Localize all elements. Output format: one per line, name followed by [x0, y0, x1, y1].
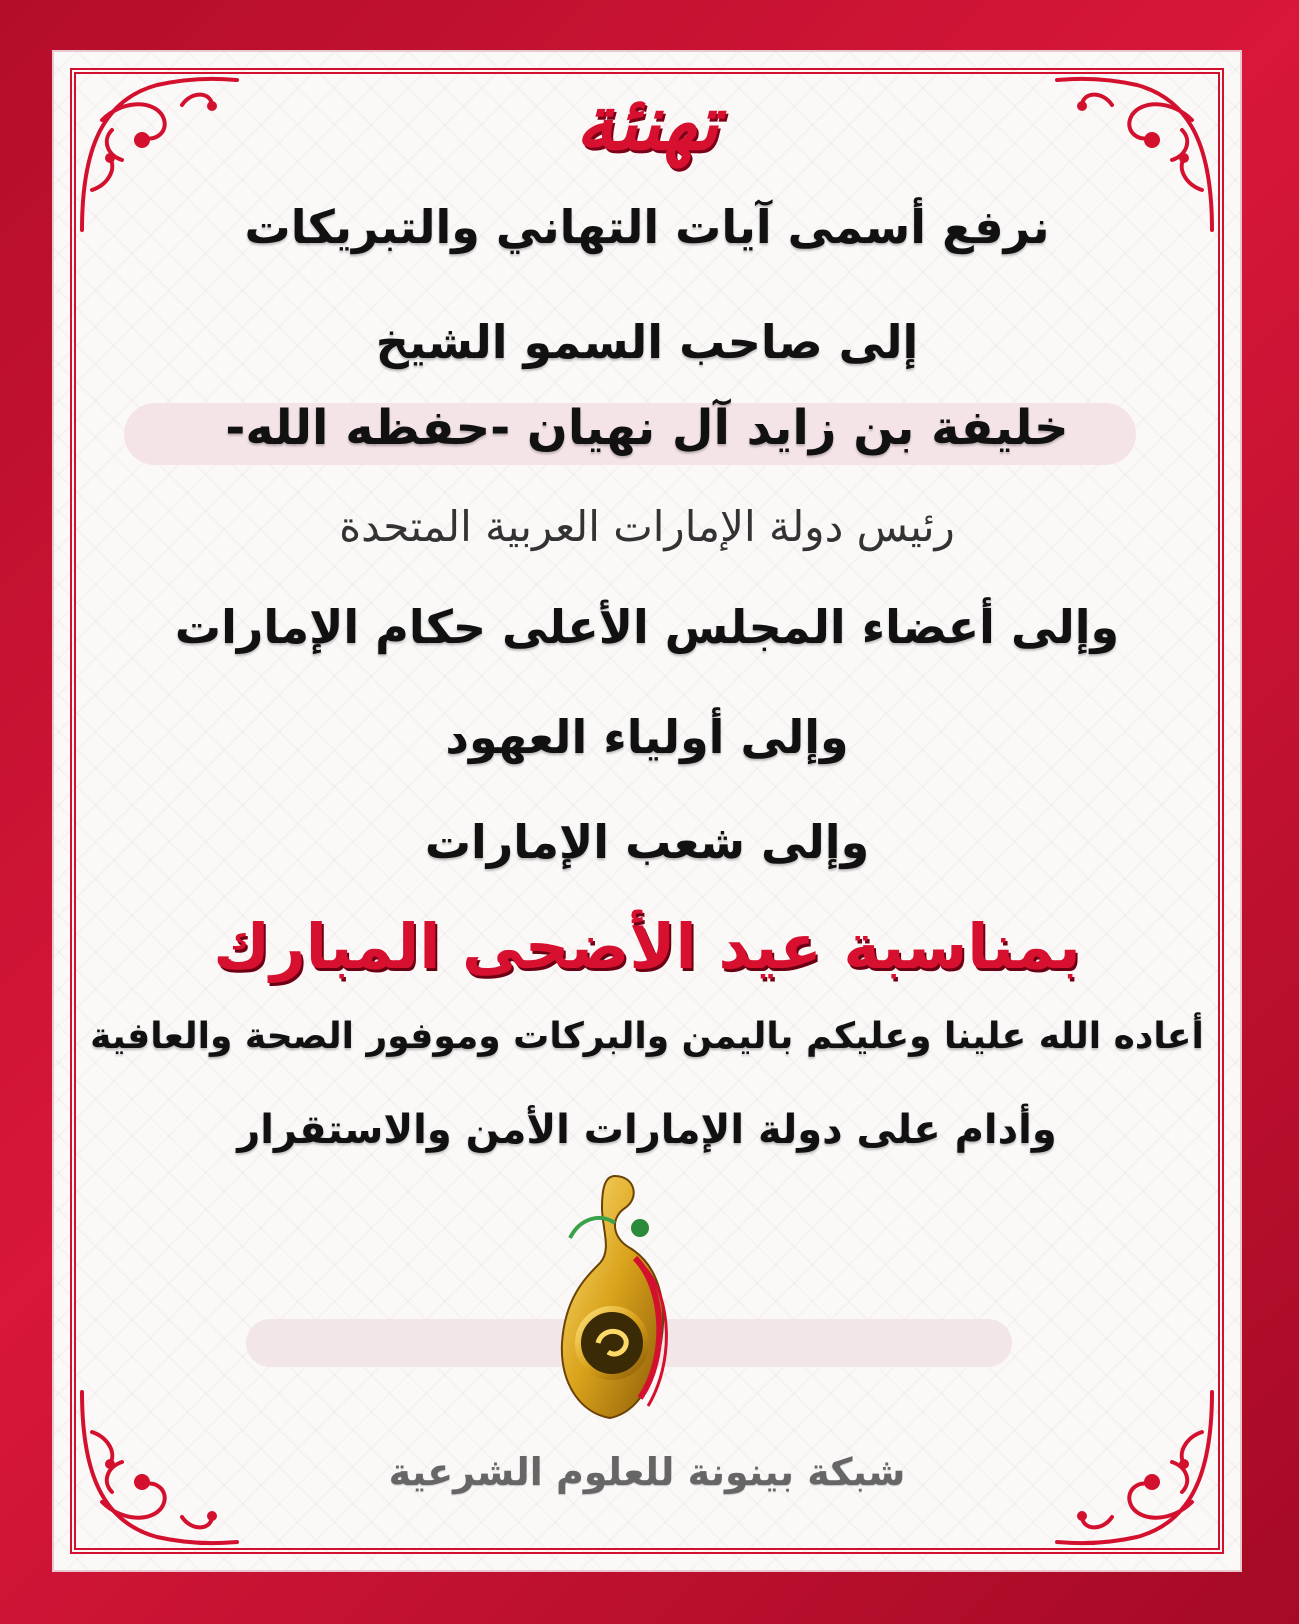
card-title: تهنئة — [575, 78, 719, 167]
occasion-heading: بمناسبة عيد الأضحى المبارك — [213, 910, 1081, 983]
greeting-line-2: إلى صاحب السمو الشيخ — [375, 315, 919, 369]
greeting-line-5: وإلى أعضاء المجلس الأعلى حكام الإمارات — [174, 600, 1120, 654]
logo-icon — [540, 1168, 690, 1428]
wish-line-1: أعاده الله علينا وعليكم باليمن والبركات وموفور الصحة والعافية — [90, 1016, 1204, 1057]
wish-line-2: وأدام على دولة الإمارات الأمن والاستقرار — [237, 1107, 1057, 1153]
greeting-line-1: نرفع أسمى آيات التهاني والتبريكات — [244, 200, 1050, 254]
greeting-line-7: وإلى شعب الإمارات — [424, 815, 870, 869]
greeting-card — [52, 50, 1242, 1572]
network-name: شبكة بينونة للعلوم الشرعية — [388, 1450, 906, 1494]
honoree-name: خليفة بن زايد آل نهيان -حفظه الله- — [225, 400, 1069, 456]
greeting-line-6: وإلى أولياء العهود — [445, 710, 849, 764]
honoree-role: رئيس دولة الإمارات العربية المتحدة — [339, 502, 955, 551]
